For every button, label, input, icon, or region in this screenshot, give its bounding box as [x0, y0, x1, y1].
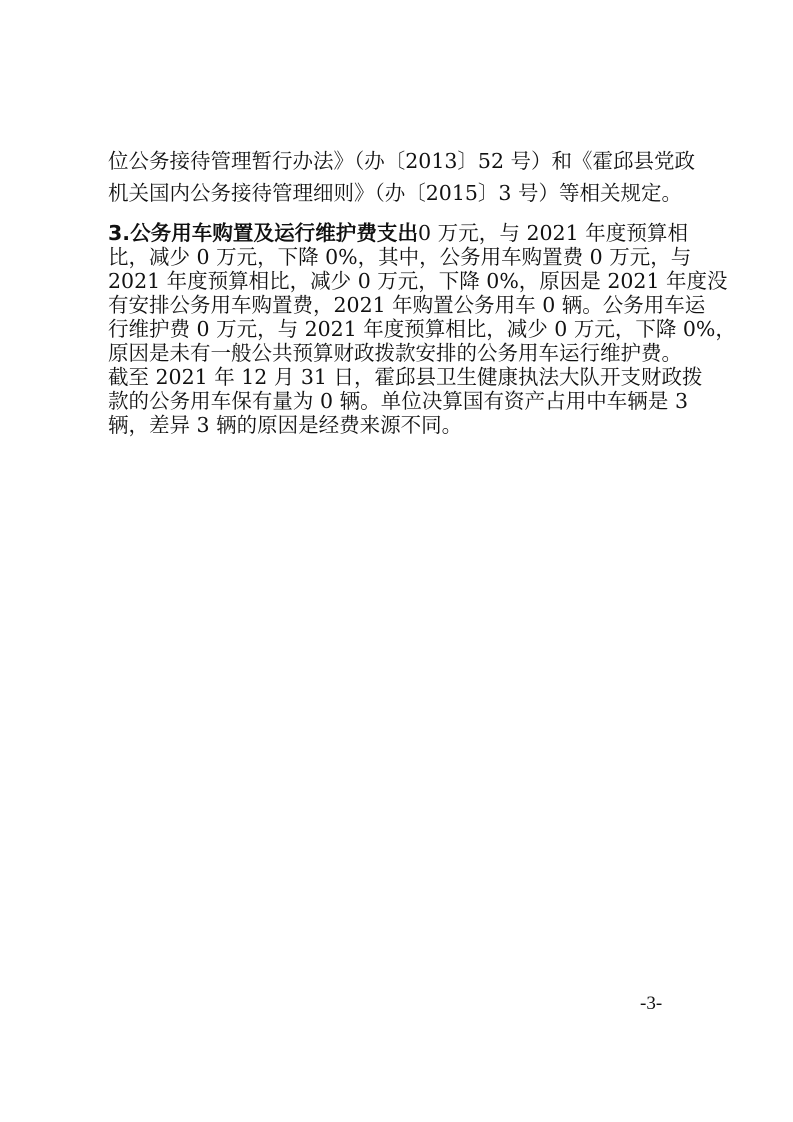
paragraph-line: 2021 年度预算相比，减少 0 万元，下降 0%，原因是 2021 年度没 [108, 269, 728, 293]
paragraph-line: 比，减少 0 万元，下降 0%，其中，公务用车购置费 0 万元，与 [108, 245, 692, 269]
paragraph-line: 行维护费 0 万元，与 2021 年度预算相比，减少 0 万元，下降 0%， [108, 317, 736, 341]
paragraph-line: 位公务接待管理暂行办法》（办〔2013〕52 号）和《霍邱县党政 [108, 149, 696, 173]
paragraph-line: 截至 2021 年 12 月 31 日，霍邱县卫生健康执法大队开支财政拨 [108, 365, 703, 389]
section-heading: 3.公务用车购置及运行维护费支出 [108, 221, 419, 245]
page-number: -3- [640, 993, 663, 1014]
paragraph-line: 机关国内公务接待管理细则》（办〔2015〕3 号）等相关规定。 [108, 181, 682, 205]
paragraph-text: 0 万元，与 2021 年度预算相 [418, 221, 688, 245]
paragraph-line: 原因是未有一般公共预算财政拨款安排的公务用车运行维护费。 [108, 341, 682, 365]
paragraph-line: 辆，差异 3 辆的原因是经费来源不同。 [108, 413, 463, 437]
paragraph-line: 款的公务用车保有量为 0 辆。单位决算国有资产占用中车辆是 3 [108, 389, 688, 413]
paragraph-line: 有安排公务用车购置费，2021 年购置公务用车 0 辆。公务用车运 [108, 293, 706, 317]
